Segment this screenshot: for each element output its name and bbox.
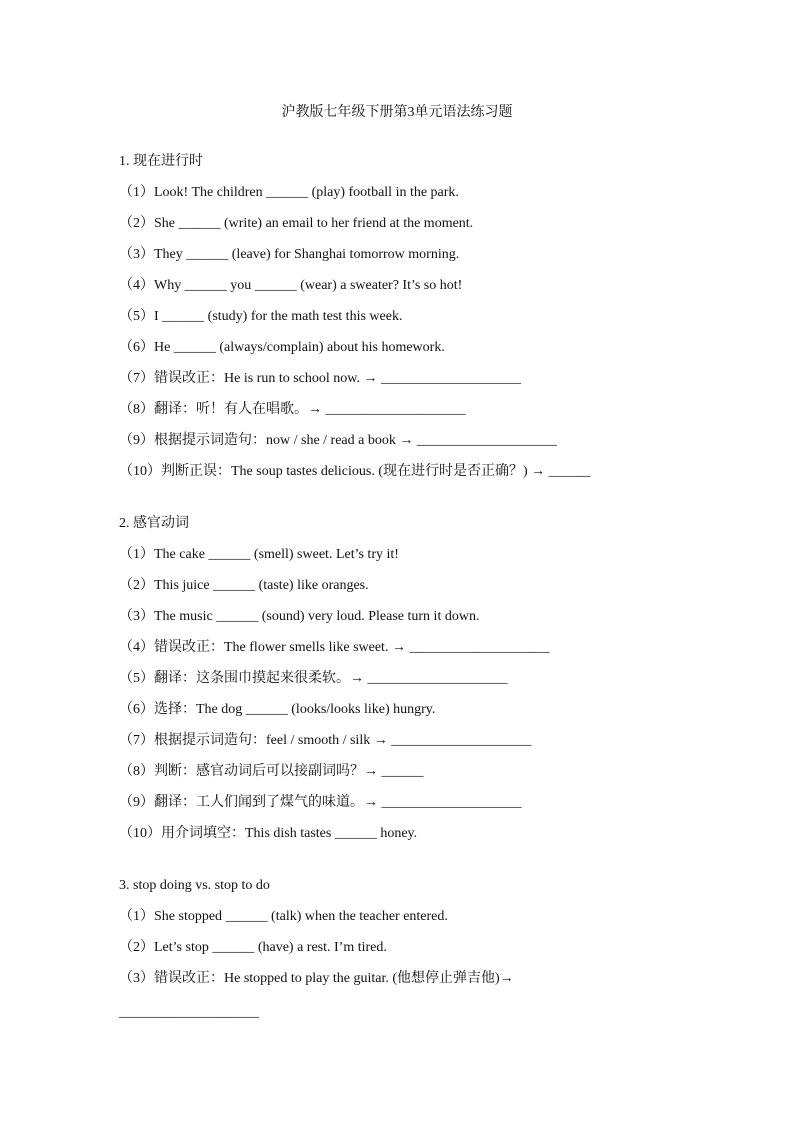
question-item: （1）The cake ______ (smell) sweet. Let’s try it! [119, 547, 399, 562]
question-item: （8）翻译：听！有人在唱歌。→ ____________________ [119, 402, 466, 417]
question-item: （10）用介词填空：This dish tastes ______ honey. [119, 826, 418, 841]
question-item: （5）I ______ (study) for the math test this week. [119, 309, 403, 324]
section-heading: 1. 现在进行时 [119, 154, 203, 169]
question-item: （2）She ______ (write) an email to her friend at the moment. [119, 216, 474, 231]
question-item: （6）选择：The dog ______ (looks/looks like) hungry. [119, 702, 436, 717]
question-item: （4）错误改正：The flower smells like sweet. → ____________________ [119, 640, 550, 655]
question-item: （2）This juice ______ (taste) like oranges. [119, 578, 369, 593]
question-item: （7）根据提示词造句：feel / smooth / silk → ____________________ [119, 733, 532, 748]
question-item: （3）The music ______ (sound) very loud. Please turn it down. [119, 609, 480, 624]
section-sense-verbs [119, 514, 719, 855]
question-item: （6）He ______ (always/complain) about his homework. [119, 340, 445, 355]
answer-blank: ____________________ [119, 1005, 259, 1020]
section-heading: 3. stop doing vs. stop to do [119, 878, 270, 893]
question-item: （8）判断：感官动词后可以接副词吗？→ ______ [119, 764, 424, 779]
page-title: 沪教版七年级下册第3单元语法练习题 [281, 105, 513, 120]
question-item: （2）Let’s stop ______ (have) a rest. I’m tired. [119, 940, 387, 955]
question-item: （4）Why ______ you ______ (wear) a sweater? It’s so hot! [119, 278, 463, 293]
question-item: （7）错误改正：He is run to school now. → ____________________ [119, 371, 521, 386]
section-present-continuous [119, 152, 719, 493]
question-item: （1）She stopped ______ (talk) when the teacher entered. [119, 909, 448, 924]
question-item: （10）判断正误：The soup tastes delicious. (现在进行时是否正确？) → ______ [119, 464, 591, 479]
question-item: （1）Look! The children ______ (play) football in the park. [119, 185, 459, 200]
question-item: （3）They ______ (leave) for Shanghai tomorrow morning. [119, 247, 460, 262]
question-item: （9）根据提示词造句：now / she / read a book → ____________________ [119, 433, 557, 448]
question-item: （3）错误改正：He stopped to play the guitar. (他想停止弹吉他)→ [119, 971, 514, 986]
section-heading: 2. 感官动词 [119, 516, 189, 531]
question-item: （9）翻译：工人们闻到了煤气的味道。→ ____________________ [119, 795, 522, 810]
section-stop-doing [119, 876, 719, 1023]
question-item: （5）翻译：这条围巾摸起来很柔软。→ ____________________ [119, 671, 508, 686]
